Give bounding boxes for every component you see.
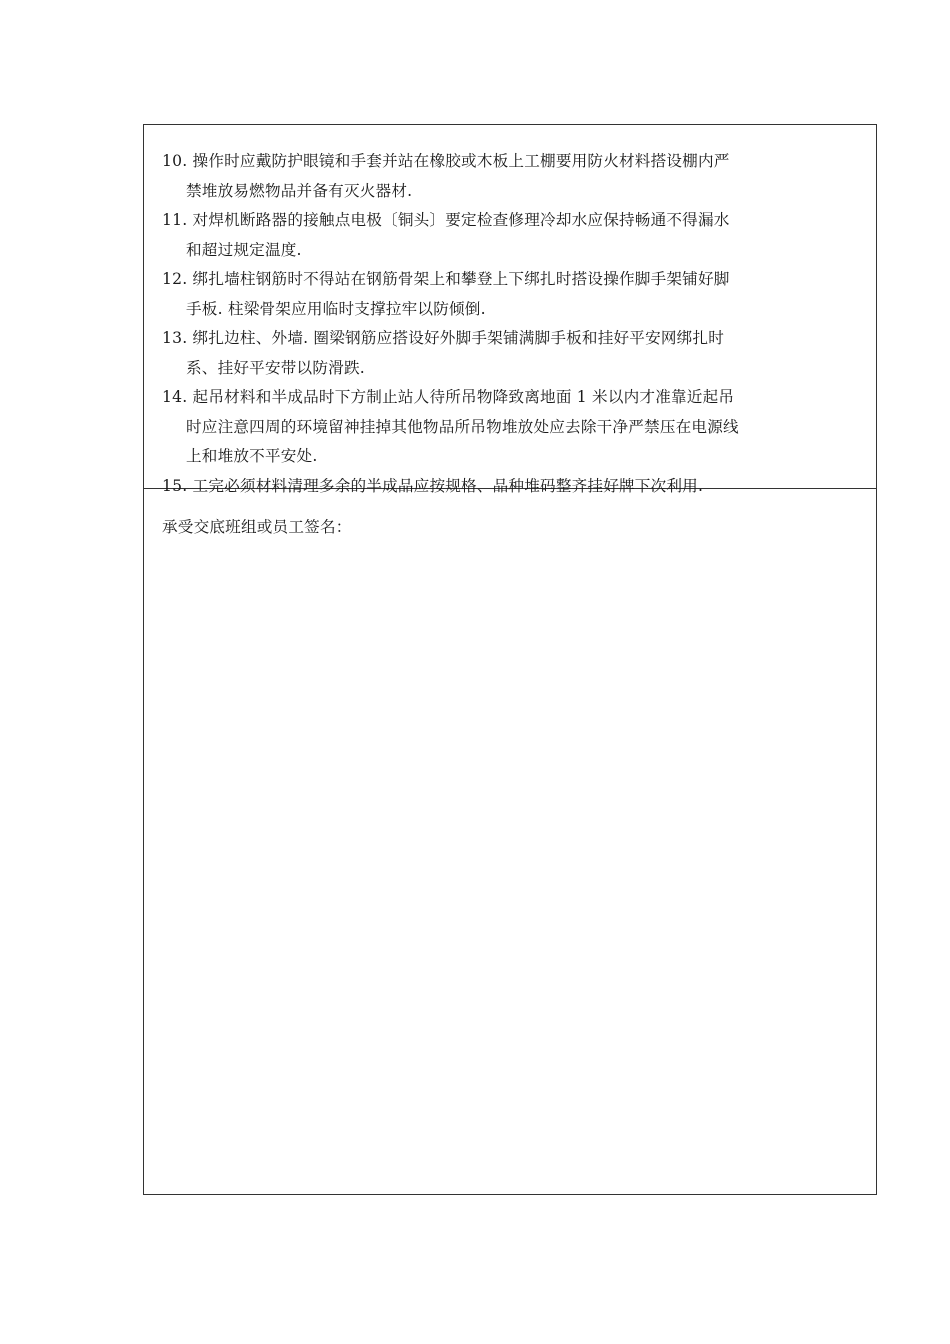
safety-item-15-line-1: 15. 工完必须材料清理多余的半成品应按规格、品种堆码整齐挂好牌下次利用. — [162, 476, 704, 495]
signature-cell[interactable] — [144, 489, 876, 1194]
safety-item-14 — [162, 383, 860, 472]
safety-item-14-line-3: 上和堆放不平安处. — [186, 447, 318, 465]
safety-item-10-line-1: 10. 操作时应戴防护眼镜和手套并站在橡胶或木板上工棚要用防火材料搭设棚内严 — [162, 152, 730, 170]
safety-item-13 — [162, 324, 860, 383]
disclosure-table — [143, 124, 877, 1195]
safety-item-11-line-2: 和超过规定温度. — [186, 240, 302, 259]
safety-item-14-line-2: 时应注意四周的环境留神挂掉其他物品所吊物堆放处应去除干净严禁压在电源线 — [186, 417, 739, 436]
safety-item-11 — [162, 206, 860, 265]
safety-item-10 — [162, 147, 860, 206]
signature-label: 承受交底班组或员工签名： — [162, 518, 352, 536]
safety-item-11-line-1: 11. 对焊机断路器的接触点电极〔铜头〕要定检查修理冷却水应保持畅通不得漏水 — [162, 211, 730, 229]
safety-item-10-line-2: 禁堆放易燃物品并备有灭火器材. — [186, 181, 413, 200]
safety-item-14-line-1: 14. 起吊材料和半成品时下方制止站人待所吊物降致离地面 1 米以内才准靠近起吊 — [162, 388, 735, 406]
safety-item-12 — [162, 265, 860, 324]
safety-items-cell — [144, 125, 876, 495]
safety-item-13-line-2: 系、挂好平安带以防滑跌. — [186, 358, 365, 377]
safety-item-13-line-1: 13. 绑扎边柱、外墙. 圈梁钢筋应搭设好外脚手架铺满脚手板和挂好平安网绑扎时 — [162, 329, 725, 347]
safety-item-12-line-2: 手板. 柱梁骨架应用临时支撑拉牢以防倾倒. — [186, 299, 486, 318]
safety-item-12-line-1: 12. 绑扎墙柱钢筋时不得站在钢筋骨架上和攀登上下绑扎时搭设操作脚手架铺好脚 — [162, 270, 730, 288]
